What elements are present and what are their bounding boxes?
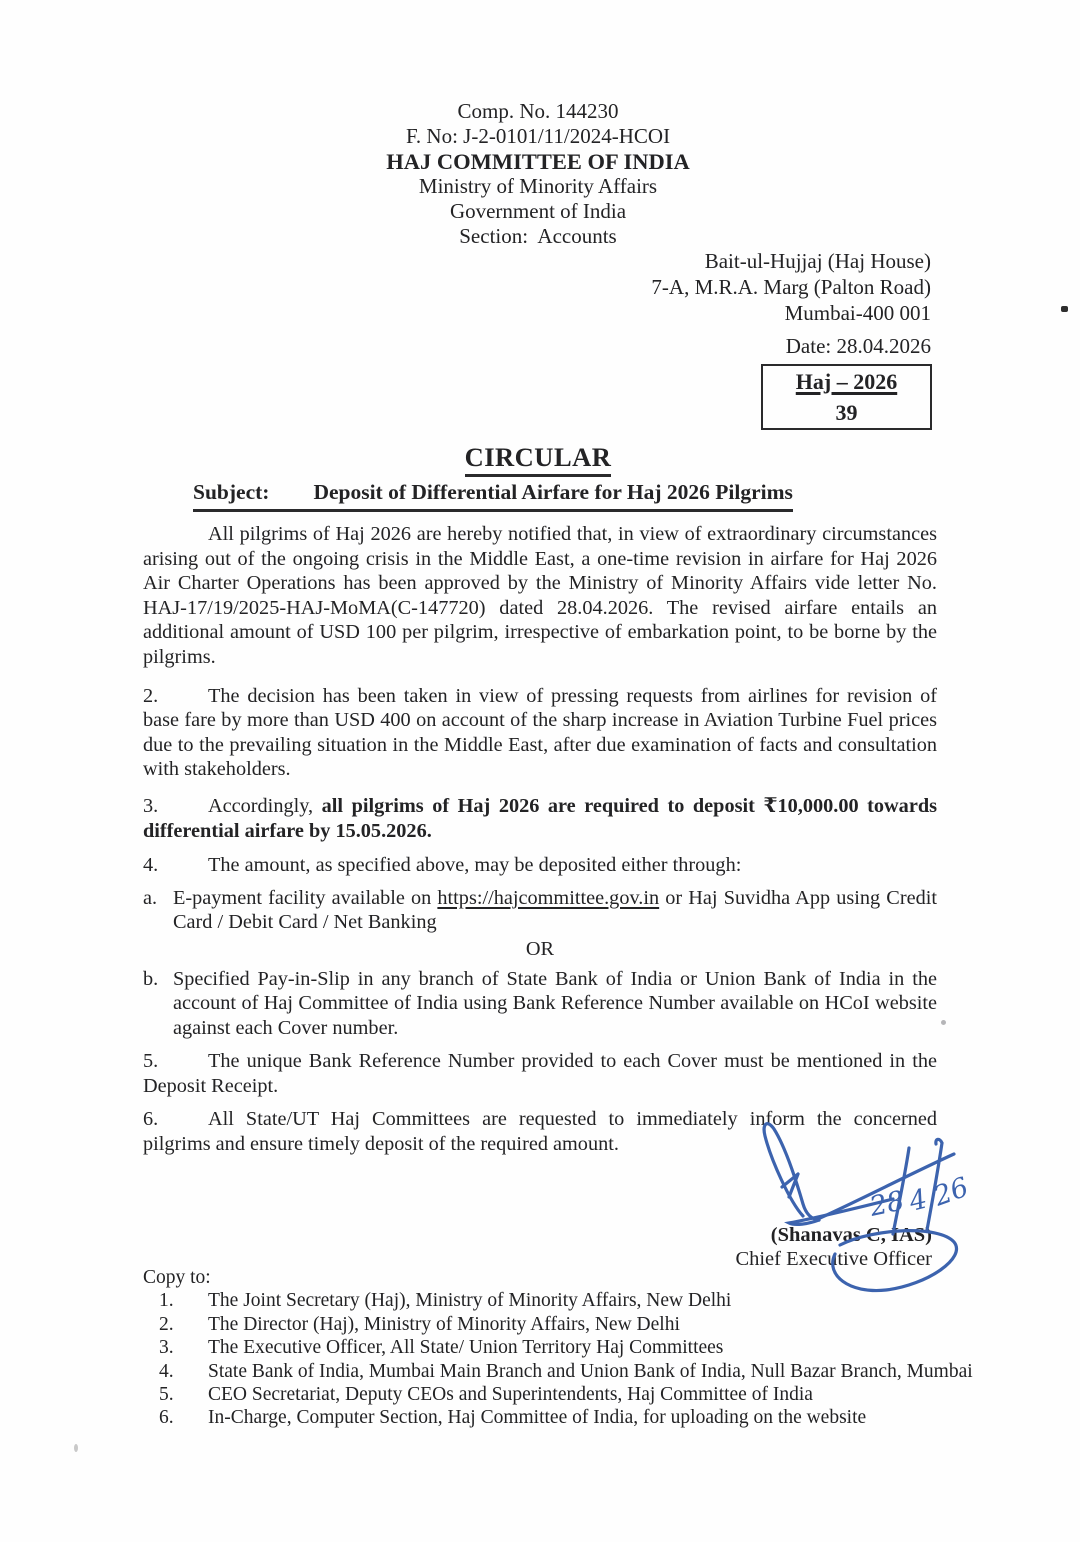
scan-speck bbox=[1061, 306, 1068, 312]
copy-item-text: The Joint Secretary (Haj), Ministry of Minority Affairs, New Delhi bbox=[208, 1290, 732, 1312]
copy-item-text: CEO Secretariat, Deputy CEOs and Superintendents, Haj Committee of India bbox=[208, 1384, 813, 1406]
office-address bbox=[651, 248, 931, 359]
paragraph-4 bbox=[143, 853, 937, 878]
paragraph-5-text: The unique Bank Reference Number provided to each Cover must be mentioned in the Deposit Receipt. bbox=[143, 1050, 937, 1097]
paragraph-2-number: 2. bbox=[143, 684, 159, 707]
signatory-block bbox=[735, 1224, 932, 1271]
paragraph-3-number: 3. bbox=[143, 794, 159, 817]
address-line-1: Bait-ul-Hujjaj (Haj House) bbox=[704, 249, 931, 273]
paragraph-3-bold-text: all pilgrims of Haj 2026 are required to deposit ₹10,000.00 towards differential airfare by 15.05.2026. bbox=[143, 794, 937, 842]
reference-number: 39 bbox=[835, 400, 858, 425]
address-line-3: Mumbai-400 001 bbox=[784, 301, 931, 325]
reference-title: Haj – 2026 bbox=[795, 369, 898, 394]
paragraph-6-number: 6. bbox=[143, 1108, 159, 1131]
haj-committee-website-link: https://hajcommittee.gov.in bbox=[437, 886, 660, 909]
letterhead bbox=[0, 99, 1076, 249]
signature-arrow-stroke bbox=[782, 1174, 798, 1197]
handwritten-day: 28 bbox=[867, 1185, 908, 1223]
section-name: Section: Accounts bbox=[459, 224, 617, 248]
document-body bbox=[143, 522, 937, 1157]
copy-to-item bbox=[143, 1313, 1053, 1336]
copy-item-number: 2. bbox=[159, 1313, 174, 1335]
option-a-marker: a. bbox=[143, 886, 158, 909]
copy-to-section bbox=[143, 1266, 1053, 1430]
organisation-name: HAJ COMMITTEE OF INDIA bbox=[386, 149, 690, 174]
or-separator: OR bbox=[525, 937, 555, 960]
copy-item-text: State Bank of India, Mumbai Main Branch and Union Bank of India, Null Bazar Branch, Mumbai bbox=[208, 1360, 973, 1382]
copy-item-number: 4. bbox=[159, 1360, 174, 1382]
signature-underline-stroke bbox=[789, 1199, 893, 1224]
address-line-2: 7-A, M.R.A. Marg (Palton Road) bbox=[651, 275, 931, 299]
copy-item-text: The Executive Officer, All State/ Union Territory Haj Committees bbox=[208, 1337, 724, 1359]
payment-option-b bbox=[143, 967, 937, 1041]
subject-line bbox=[193, 480, 793, 512]
copy-item-text: The Director (Haj), Ministry of Minority Affairs, New Delhi bbox=[208, 1313, 680, 1335]
option-a-text-pre: E-payment facility available on bbox=[173, 886, 438, 909]
signature-diagonal-stroke bbox=[820, 1154, 954, 1218]
paragraph-5 bbox=[143, 1049, 937, 1098]
copy-item-number: 3. bbox=[159, 1337, 174, 1359]
paragraph-1: All pilgrims of Haj 2026 are hereby notified that, in view of extraordinary circumstances arising out of the ongoing crisis in the Middle East, a one-time revision in airfare for Haj 2026 Air Charter Operations has been approved by the Ministry of Minority Affairs vide letter No. HAJ-17/19/2025-HAJ-MoMA(C-147720) dated 28.04.2026. The revised airfare entails an additional amount of USD 100 per pilgrim, irrespective of embarkation point, to be borne by the pilgrims. bbox=[143, 523, 937, 668]
government-name: Government of India bbox=[449, 199, 627, 223]
paragraph-3 bbox=[143, 794, 937, 843]
signatory-designation: Chief Executive Officer bbox=[735, 1247, 932, 1270]
paragraph-2-text: The decision has been taken in view of pressing requests from airlines for revision of base fare by more than USD 400 on account of the sharp increase in Aviation Turbine Fuel prices due to the prevailing situation in the Middle East, after due examination of facts and consultation with stakeholders. bbox=[143, 684, 937, 781]
scan-speck bbox=[941, 1020, 946, 1025]
option-a-text-post: or Haj Suvidha App using Credit Card / Debit Card / Net Banking bbox=[173, 886, 937, 934]
paragraph-3-lead: Accordingly, bbox=[208, 794, 322, 817]
date-slash-1 bbox=[893, 1148, 909, 1234]
ministry-name: Ministry of Minority Affairs bbox=[418, 174, 658, 198]
paragraph-6-text: All State/UT Haj Committees are requested to immediately inform the concerned pilgrims and ensure timely deposit of the required amount. bbox=[143, 1108, 937, 1156]
document-title-row bbox=[0, 442, 1076, 477]
copy-to-item bbox=[143, 1406, 1053, 1429]
file-number: F. No: J-2-0101/11/2024-HCOI bbox=[405, 124, 671, 148]
paragraph-2 bbox=[143, 684, 937, 782]
option-b-text: Specified Pay-in-Slip in any branch of State Bank of India or Union Bank of India in the account of Haj Committee of India using Bank Reference Number available on HCoI website against each Cover number. bbox=[173, 967, 937, 1039]
handwritten-month: 4 bbox=[906, 1183, 931, 1218]
copy-to-label: Copy to: bbox=[143, 1267, 211, 1288]
copy-to-item bbox=[143, 1289, 1053, 1312]
copy-item-text: In-Charge, Computer Section, Haj Committee of India, for uploading on the website bbox=[208, 1407, 867, 1429]
option-b-marker: b. bbox=[143, 967, 159, 990]
handwritten-year: 26 bbox=[929, 1171, 973, 1213]
scan-speck bbox=[74, 1444, 78, 1452]
copy-item-number: 6. bbox=[159, 1407, 174, 1429]
payment-option-a bbox=[143, 886, 937, 935]
paragraph-5-number: 5. bbox=[143, 1050, 159, 1073]
copy-item-number: 5. bbox=[159, 1384, 174, 1406]
copy-to-item bbox=[143, 1336, 1053, 1359]
subject-text: Deposit of Differential Airfare for Haj 2026 Pilgrims bbox=[313, 480, 793, 504]
document-title: CIRCULAR bbox=[465, 442, 612, 477]
copy-to-item bbox=[143, 1360, 1053, 1383]
comp-number: Comp. No. 144230 bbox=[457, 99, 619, 123]
document-date: Date: 28.04.2026 bbox=[785, 334, 931, 358]
paragraph-4-text: The amount, as specified above, may be deposited either through: bbox=[208, 854, 742, 877]
paragraph-4-number: 4. bbox=[143, 854, 159, 877]
copy-item-number: 1. bbox=[159, 1290, 174, 1312]
signatory-name: (Shanavas C, IAS) bbox=[770, 1224, 932, 1246]
paragraph-6 bbox=[143, 1107, 937, 1156]
copy-to-item bbox=[143, 1383, 1053, 1406]
reference-number-box bbox=[761, 364, 932, 430]
subject-label: Subject: bbox=[193, 480, 270, 504]
